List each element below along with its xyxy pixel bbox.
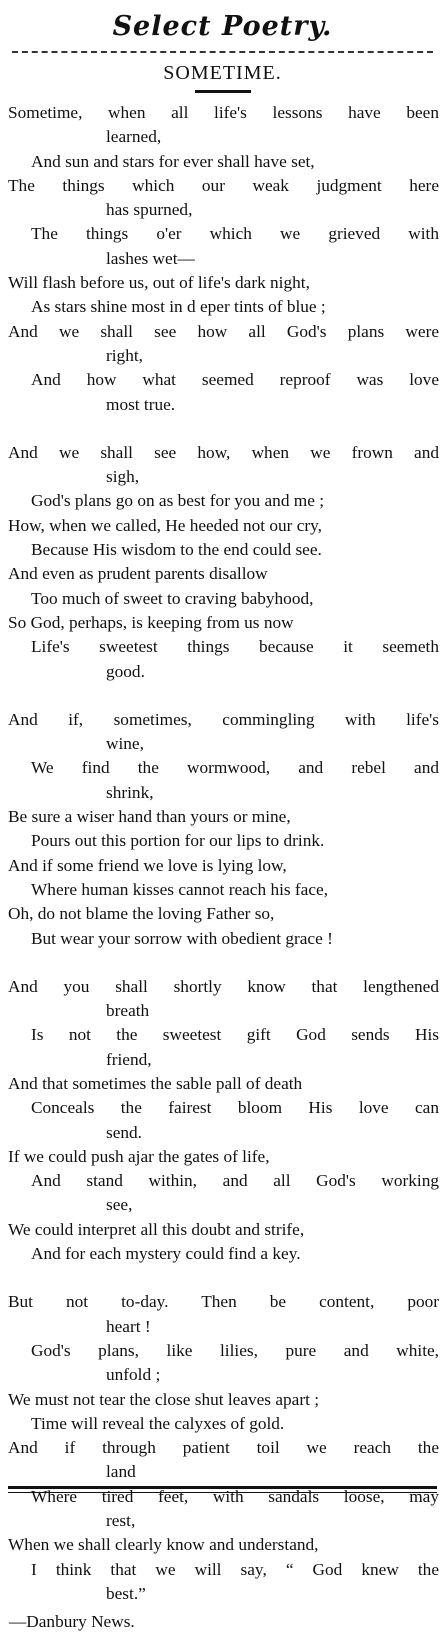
poem-line-continuation: good. <box>106 661 145 681</box>
poem-line: But not to-day. Then be content, poor <box>8 1292 439 1312</box>
poem-line: Is not the sweetest gift God sends His <box>31 1025 439 1045</box>
poem-line: And sun and stars for ever shall have set, <box>31 151 315 171</box>
poem-line: And for each mystery could find a key. <box>31 1244 301 1264</box>
poem-line: When we shall clearly know and understand, <box>8 1535 319 1555</box>
poem-line: Be sure a wiser hand than yours or mine, <box>8 807 291 827</box>
poem-line: Time will reveal the calyxes of gold. <box>31 1413 285 1433</box>
title-underline <box>195 90 251 93</box>
poem-line-continuation: rest, <box>106 1511 136 1531</box>
attribution: —Danbury News. <box>9 1612 135 1632</box>
poem-body <box>6 101 439 1606</box>
poem-line: And we shall see how, when we frown and <box>8 442 439 462</box>
stanza <box>6 101 439 417</box>
poem-line-continuation: has spurned, <box>106 200 193 220</box>
poem-line-continuation: friend, <box>106 1049 152 1069</box>
poem-line: God's plans, like lilies, pure and white, <box>31 1340 439 1360</box>
stanza <box>6 975 439 1267</box>
poem-line: I think that we will say, “ God knew the <box>31 1559 439 1579</box>
poem-line: Sometime, when all life's lessons have been <box>8 103 439 122</box>
poem-line-continuation: heart ! <box>106 1316 151 1336</box>
poem-line: And if through patient toil we reach the <box>8 1438 439 1458</box>
poem-line: So God, perhaps, is keeping from us now <box>8 612 294 632</box>
poem-line: Where human kisses cannot reach his face, <box>31 879 329 899</box>
poem-line: And if some friend we love is lying low, <box>8 855 287 875</box>
poem-line-continuation: lashes wet— <box>106 248 195 268</box>
poem-line: But wear your sorrow with obedient grace ! <box>31 928 333 948</box>
poem-title: SOMETIME. <box>163 62 282 84</box>
poem-line: And if, sometimes, commingling with life's <box>8 709 439 729</box>
stanza <box>6 708 439 951</box>
section-heading: Select Poetry. <box>112 11 333 42</box>
poem-line: And stand within, and all God's working <box>31 1171 439 1191</box>
dashed-divider <box>12 51 433 53</box>
poem-line-continuation: unfold ; <box>106 1365 161 1385</box>
poem-line-continuation: see, <box>106 1195 133 1215</box>
bottom-rule <box>8 1486 437 1493</box>
poem-line: The things which our weak judgment here <box>8 175 439 195</box>
stanza <box>6 441 439 684</box>
poem-line: We could interpret all this doubt and strife, <box>8 1219 305 1239</box>
poem-line-continuation: sigh, <box>106 467 140 487</box>
poem-line: And we shall see how all God's plans were <box>8 321 439 341</box>
poem-line-continuation: most true. <box>106 394 176 414</box>
poem-line: Conceals the fairest bloom His love can <box>31 1098 439 1118</box>
poem-line: Pours out this portion for our lips to drink. <box>31 831 325 851</box>
poem-line-continuation: right, <box>106 345 143 365</box>
poem-line: Where tired feet, with sandals loose, may <box>31 1486 439 1506</box>
poem-line-continuation: best.” <box>106 1583 146 1603</box>
poem-line-continuation: wine, <box>106 734 144 754</box>
poem-line-continuation: learned, <box>106 127 162 147</box>
poem-line: Because His wisdom to the end could see. <box>31 540 322 560</box>
poem-line: Too much of sweet to craving babyhood, <box>31 588 314 608</box>
poem-line-continuation: send. <box>106 1122 142 1142</box>
poem-line: How, when we called, He heeded not our cry, <box>8 515 322 535</box>
poem-line: As stars shine most in d eper tints of blue ; <box>31 297 326 317</box>
newspaper-clipping <box>0 10 443 1632</box>
poem-line-continuation: land <box>106 1462 136 1482</box>
poem-line: If we could push ajar the gates of life, <box>8 1146 270 1166</box>
stanza <box>6 1290 439 1606</box>
poem-line: Will flash before us, out of life's dark night, <box>8 273 310 293</box>
poem-line: Life's sweetest things because it seemeth <box>31 637 439 657</box>
poem-line: We must not tear the close shut leaves apart ; <box>8 1389 320 1409</box>
poem-line: The things o'er which we grieved with <box>31 224 439 244</box>
poem-line-continuation: shrink, <box>106 782 154 802</box>
poem-line: God's plans go on as best for you and me ; <box>31 491 325 511</box>
poem-line: And how what seemed reproof was love <box>31 370 439 390</box>
poem-line: And that sometimes the sable pall of death <box>8 1073 303 1093</box>
poem-line: We find the wormwood, and rebel and <box>31 758 439 778</box>
poem-line-continuation: breath <box>106 1001 150 1021</box>
poem-line: Oh, do not blame the loving Father so, <box>8 904 275 924</box>
poem-line: And you shall shortly know that lengthened <box>8 976 439 996</box>
poem-line: And even as prudent parents disallow <box>8 564 268 584</box>
